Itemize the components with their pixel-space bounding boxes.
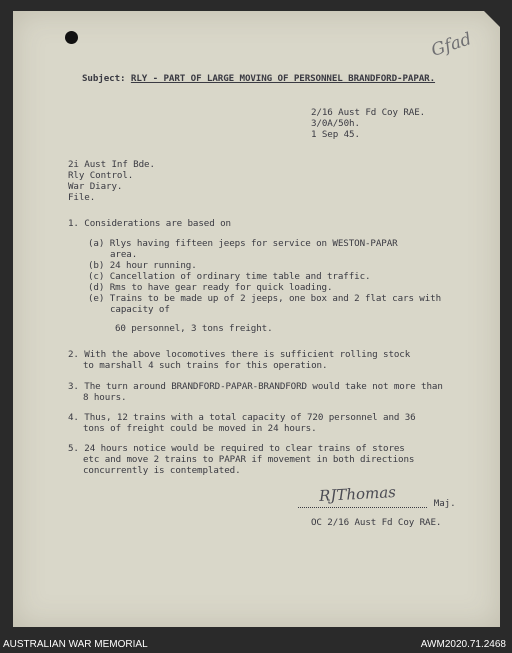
para-1-intro: 1. Considerations are based on — [68, 218, 231, 229]
punch-hole — [65, 31, 78, 44]
para-1-item-a: (a) Rlys having fifteen jeeps for service on WESTON-PAPAR — [88, 238, 398, 249]
subject-text: RLY - PART OF LARGE MOVING OF PERSONNEL BRANDFORD-PAPAR. — [130, 73, 436, 84]
recipient-4: File. — [68, 192, 96, 203]
signature-rank: Maj. — [433, 498, 456, 509]
signature-unit: OC 2/16 Aust Fd Coy RAE. — [311, 517, 442, 528]
para-5-line-1: 5. 24 hours notice would be required to clear trains of stores — [68, 443, 405, 454]
recipient-1: 2i Aust Inf Bde. — [68, 159, 155, 170]
para-1-item-e-cont: capacity of — [110, 304, 170, 315]
para-2-line-2: to marshall 4 such trains for this operation. — [83, 360, 328, 371]
para-1-item-d: (d) Rms to have gear ready for quick loading. — [88, 282, 333, 293]
para-1-item-a-cont: area. — [110, 249, 138, 260]
document-page — [13, 11, 500, 627]
signature: RJThomas — [318, 483, 397, 505]
para-3-line-1: 3. The turn around BRANDFORD-PAPAR-BRANDFORD would take not more than — [68, 381, 443, 392]
recipient-3: War Diary. — [68, 181, 123, 192]
reference-line-1: 2/16 Aust Fd Coy RAE. — [311, 107, 426, 118]
para-3-line-2: 8 hours. — [83, 392, 127, 403]
para-1-item-c: (c) Cancellation of ordinary time table and traffic. — [88, 271, 371, 282]
para-1-item-e: (e) Trains to be made up of 2 jeeps, one box and 2 flat cars with — [88, 293, 442, 304]
handwritten-note: Gfad — [428, 29, 474, 61]
subject-line — [82, 73, 435, 85]
reference-line-3: 1 Sep 45. — [311, 129, 360, 140]
para-5-line-2: etc and move 2 trains to PAPAR if movement in both directions — [83, 454, 415, 465]
para-5-line-3: concurrently is contemplated. — [83, 465, 241, 476]
page-corner-fold — [484, 11, 500, 27]
para-1-item-b: (b) 24 hour running. — [88, 260, 197, 271]
para-4-line-2: tons of freight could be moved in 24 hours. — [83, 423, 317, 434]
signature-line — [298, 498, 456, 510]
reference-line-2: 3/0A/50h. — [311, 118, 360, 129]
subject-label: Subject: — [82, 73, 126, 84]
footer-source: AUSTRALIAN WAR MEMORIAL — [3, 639, 148, 650]
para-2-line-1: 2. With the above locomotives there is sufficient rolling stock — [68, 349, 411, 360]
footer-accession-number: AWM2020.71.2468 — [420, 639, 506, 650]
para-4-line-1: 4. Thus, 12 trains with a total capacity of 720 personnel and 36 — [68, 412, 416, 423]
para-1-item-e-capacity: 60 personnel, 3 tons freight. — [115, 323, 273, 334]
recipient-2: Rly Control. — [68, 170, 134, 181]
